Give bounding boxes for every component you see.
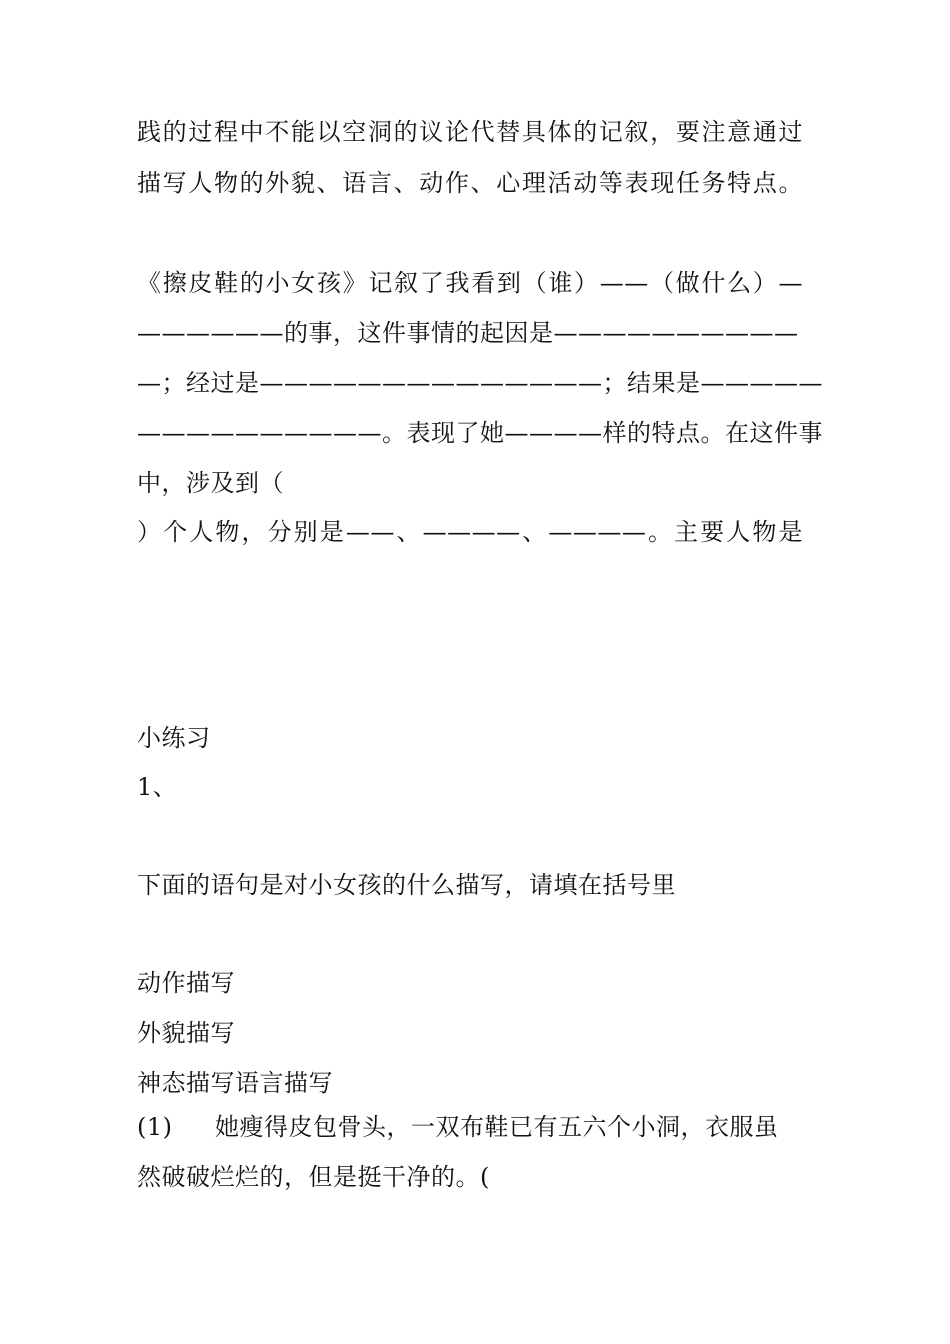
exercise-item-1-line-1 — [137, 1112, 779, 1142]
exercise-item-1-number: (1) — [137, 1113, 173, 1141]
option-action-description: 动作描写 — [137, 969, 235, 997]
exercise-instruction: 下面的语句是对小女孩的什么描写，请填在括号里 — [137, 871, 676, 899]
exercise-item-1-line-2: 然破破烂烂的，但是挺干净的。( — [137, 1163, 490, 1191]
paragraph2-line-3: —；经过是——————————————；结果是————— — [137, 369, 823, 397]
paragraph1-line-1: 践的过程中不能以空洞的议论代替具体的记叙，要注意通过 — [137, 118, 803, 146]
exercise-item-1-text: 她瘦得皮包骨头，一双布鞋已有五六个小洞，衣服虽 — [215, 1113, 779, 1141]
option-expression-language-description: 神态描写语言描写 — [137, 1069, 333, 1097]
paragraph1-line-2: 描写人物的外貌、语言、动作、心理活动等表现任务特点。 — [137, 169, 803, 197]
exercise-number: 1、 — [137, 773, 178, 801]
exercise-title: 小练习 — [137, 724, 211, 752]
option-appearance-description: 外貌描写 — [137, 1019, 235, 1047]
paragraph2-line-1: 《擦皮鞋的小女孩》记叙了我看到（谁）——（做什么）— — [137, 269, 803, 297]
paragraph2-line-4: ——————————。表现了她————样的特点。在这件事 — [137, 419, 823, 447]
paragraph2-line-5: 中，涉及到（ — [137, 469, 284, 497]
paragraph2-line-6: ）个人物，分别是——、————、————。主要人物是 — [137, 518, 803, 546]
paragraph2-line-2: ——————的事，这件事情的起因是—————————— — [137, 319, 799, 347]
